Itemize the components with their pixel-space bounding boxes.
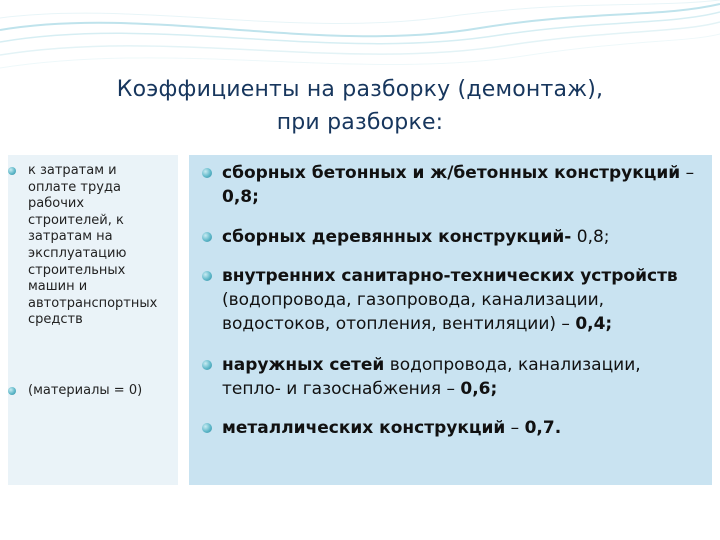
item-bold-text: сборных бетонных и ж/бетонных конструкций [222, 163, 681, 183]
bullet-icon [202, 423, 212, 433]
right-list-item [222, 353, 702, 401]
bullet-icon [202, 271, 212, 281]
right-list-item [222, 225, 702, 249]
item-coefficient: 0,7. [524, 418, 562, 438]
item-coefficient: 0,6; [460, 379, 498, 399]
bullet-icon [8, 387, 16, 395]
item-normal-text: водопровода, канализации, тепло- и газоснабжения – [222, 355, 641, 399]
bullet-icon [8, 167, 16, 175]
item-normal-text: 0,8; [571, 227, 610, 247]
item-normal-text: (водопровода, газопровода, канализации, водостоков, отопления, вентиляции) – [222, 290, 605, 334]
right-list-item [222, 416, 702, 440]
left-list-item [28, 163, 168, 329]
slide-title [40, 73, 680, 139]
right-list-item [222, 161, 702, 209]
item-bold-text: сборных деревянных конструкций- [222, 227, 572, 247]
item-normal-text: – [505, 418, 525, 438]
left-list-item-text: к затратам и оплате труда рабочих строителей, к затратам на эксплуатацию строительных машин и автотранспортных средств [28, 163, 158, 328]
item-bold-text: внутренних санитарно-технических устройств [222, 266, 678, 286]
item-bold-text: наружных сетей [222, 355, 385, 375]
bullet-icon [202, 360, 212, 370]
bullet-icon [202, 232, 212, 242]
item-bold-text: металлических конструкций [222, 418, 506, 438]
item-coefficient: 0,8; [222, 187, 259, 207]
slide-title-line-1: Коэффициенты на разборку (демонтаж), [116, 76, 604, 102]
right-list-item [222, 264, 702, 336]
bullet-icon [202, 168, 212, 178]
left-list-item [28, 383, 168, 400]
item-coefficient: 0,4; [575, 314, 613, 334]
slide-title-line-2: при разборке: [276, 109, 444, 135]
left-list-item-text: (материалы = 0) [28, 383, 143, 398]
item-normal-text: – [680, 163, 695, 183]
